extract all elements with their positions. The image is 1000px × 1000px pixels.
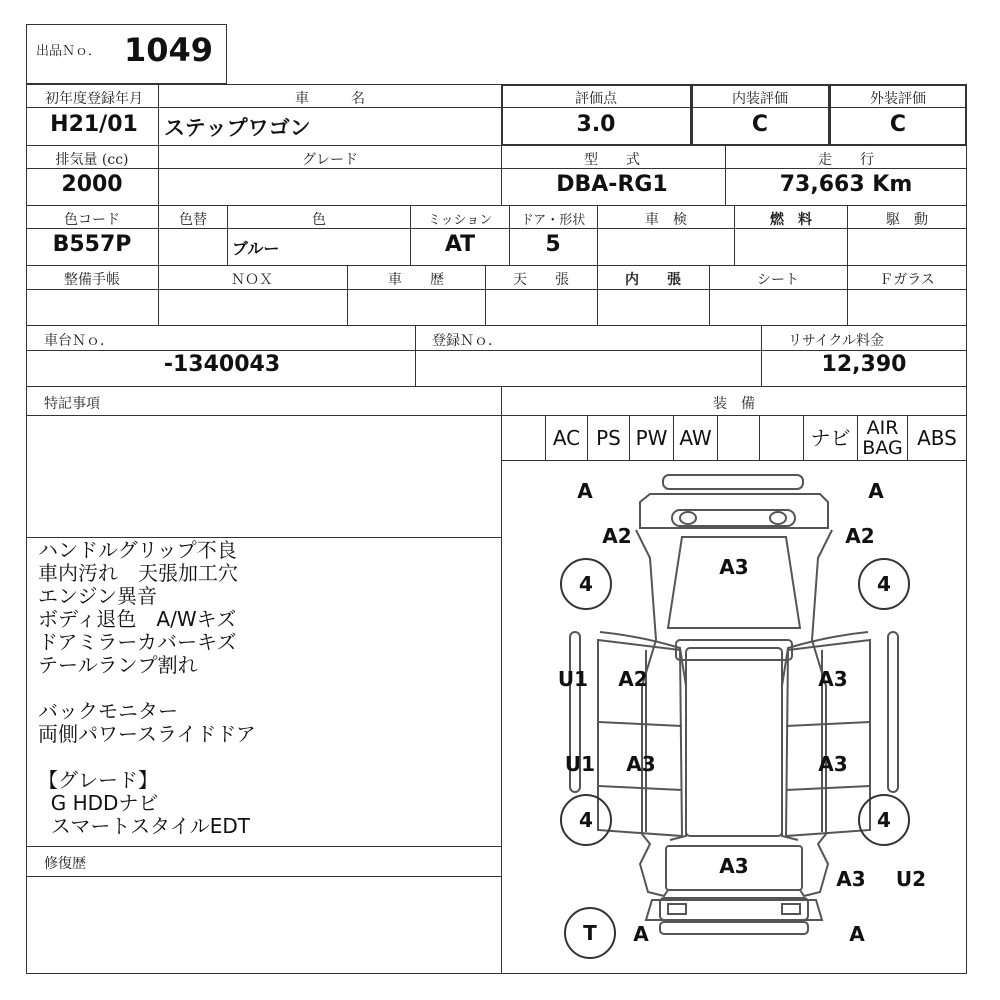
color-code-value: B557P: [52, 232, 132, 257]
interior-value: C: [751, 112, 769, 137]
mark-rear-r: A3: [836, 867, 866, 891]
score-label: 評価点: [575, 91, 617, 107]
mark-front-left: A: [577, 479, 593, 503]
recycle-label: リサイクル料金: [787, 333, 885, 349]
lot-label: 出品Ｎｏ．: [36, 44, 102, 59]
reg-no-label: 登録Ｎｏ．: [432, 333, 502, 349]
displacement-value: 2000: [61, 172, 123, 197]
nox-label: ＮＯＸ: [231, 272, 273, 288]
tire-front-left: 4: [560, 558, 612, 610]
tire-rear-left: 4: [560, 794, 612, 846]
spare-tire: T: [564, 907, 616, 959]
tire-rear-right: 4: [858, 794, 910, 846]
model-value: DBA-RG1: [556, 172, 668, 197]
recycle-value: 12,390: [821, 352, 907, 377]
inner-label: 内 張: [625, 272, 681, 288]
equip-blank-1: [501, 416, 546, 460]
mileage-label: 走 行: [818, 152, 874, 168]
mark-side-r1: A3: [818, 667, 848, 691]
notes-text: ハンドルグリップ不良 車内汚れ 天張加工穴 エンジン異音 ボディ退色 A/Wキズ ドアミラーカバーキズ テールランプ割れ バックモニター 両側パワースライドドア 【グレード】 G HDDナビ スマートスタイルEDT: [38, 538, 256, 838]
door-value: 5: [545, 232, 561, 257]
repair-label: 修復歴: [44, 856, 86, 872]
first-reg-value: H21/01: [50, 112, 138, 137]
chassis-label: 車台Ｎｏ．: [44, 333, 114, 349]
mark-rear-r2: U2: [895, 867, 927, 891]
seat-label: シート: [757, 272, 799, 288]
mileage-value: 73,663 Km: [779, 172, 913, 197]
score-value: 3.0: [576, 112, 616, 137]
notes-label: 特記事項: [44, 396, 100, 412]
equipment-label: 装 備: [713, 396, 755, 412]
exterior-label: 外装評価: [870, 91, 926, 107]
equip-blank-2: [718, 416, 760, 460]
mark-rear-roof: A3: [719, 854, 749, 878]
sunroof-label: 天 張: [513, 272, 569, 288]
tire-front-right: 4: [858, 558, 910, 610]
equip-pw: PW: [630, 416, 674, 460]
mark-side-l1b: A2: [618, 667, 648, 691]
chassis-value: -1340043: [163, 352, 281, 377]
model-label: 型 式: [584, 152, 640, 168]
exterior-value: C: [889, 112, 907, 137]
first-reg-label: 初年度登録年月: [45, 91, 143, 107]
grade-label: グレード: [302, 152, 358, 168]
mark-side-l2: U1: [564, 752, 596, 776]
color-label: 色: [312, 212, 326, 228]
mark-fender-right: A2: [845, 524, 875, 548]
maintenance-label: 整備手帳: [64, 272, 120, 288]
interior-label: 内装評価: [732, 91, 788, 107]
equip-ps: PS: [588, 416, 630, 460]
mark-bumper-left: A: [633, 922, 649, 946]
glass-label: Ｆガラス: [879, 272, 935, 288]
car-name-label: 車 名: [295, 91, 365, 107]
mark-side-l1: U1: [557, 667, 589, 691]
color-code-label: 色コード: [64, 212, 120, 228]
mark-hood: A3: [719, 555, 749, 579]
door-label: ドア・形状: [520, 213, 586, 228]
equip-blank-3: [760, 416, 804, 460]
mark-bumper-right: A: [849, 922, 865, 946]
drive-label: 駆 動: [886, 212, 928, 228]
mark-side-l2b: A3: [626, 752, 656, 776]
equip-aw: AW: [674, 416, 718, 460]
car-name-value: ステップワゴン: [164, 116, 311, 140]
mission-label: ミッション: [427, 213, 493, 228]
mark-side-r2: A3: [818, 752, 848, 776]
equip-ac: AC: [546, 416, 588, 460]
equip-airbag: AIR BAG: [858, 416, 908, 460]
mark-fender-left: A2: [602, 524, 632, 548]
mission-value: AT: [444, 232, 476, 257]
inspection-label: 車 検: [645, 212, 687, 228]
lot-number: 1049: [124, 31, 214, 69]
color-value: ブルー: [232, 239, 280, 258]
equip-abs: ABS: [917, 426, 957, 450]
mark-front-right: A: [868, 479, 884, 503]
displacement-label: 排気量 (cc): [55, 152, 129, 168]
equip-navi: ナビ: [804, 416, 858, 460]
color-change-label: 色替: [179, 212, 207, 228]
fuel-label: 燃 料: [770, 212, 812, 228]
history-label: 車 歴: [388, 272, 444, 288]
